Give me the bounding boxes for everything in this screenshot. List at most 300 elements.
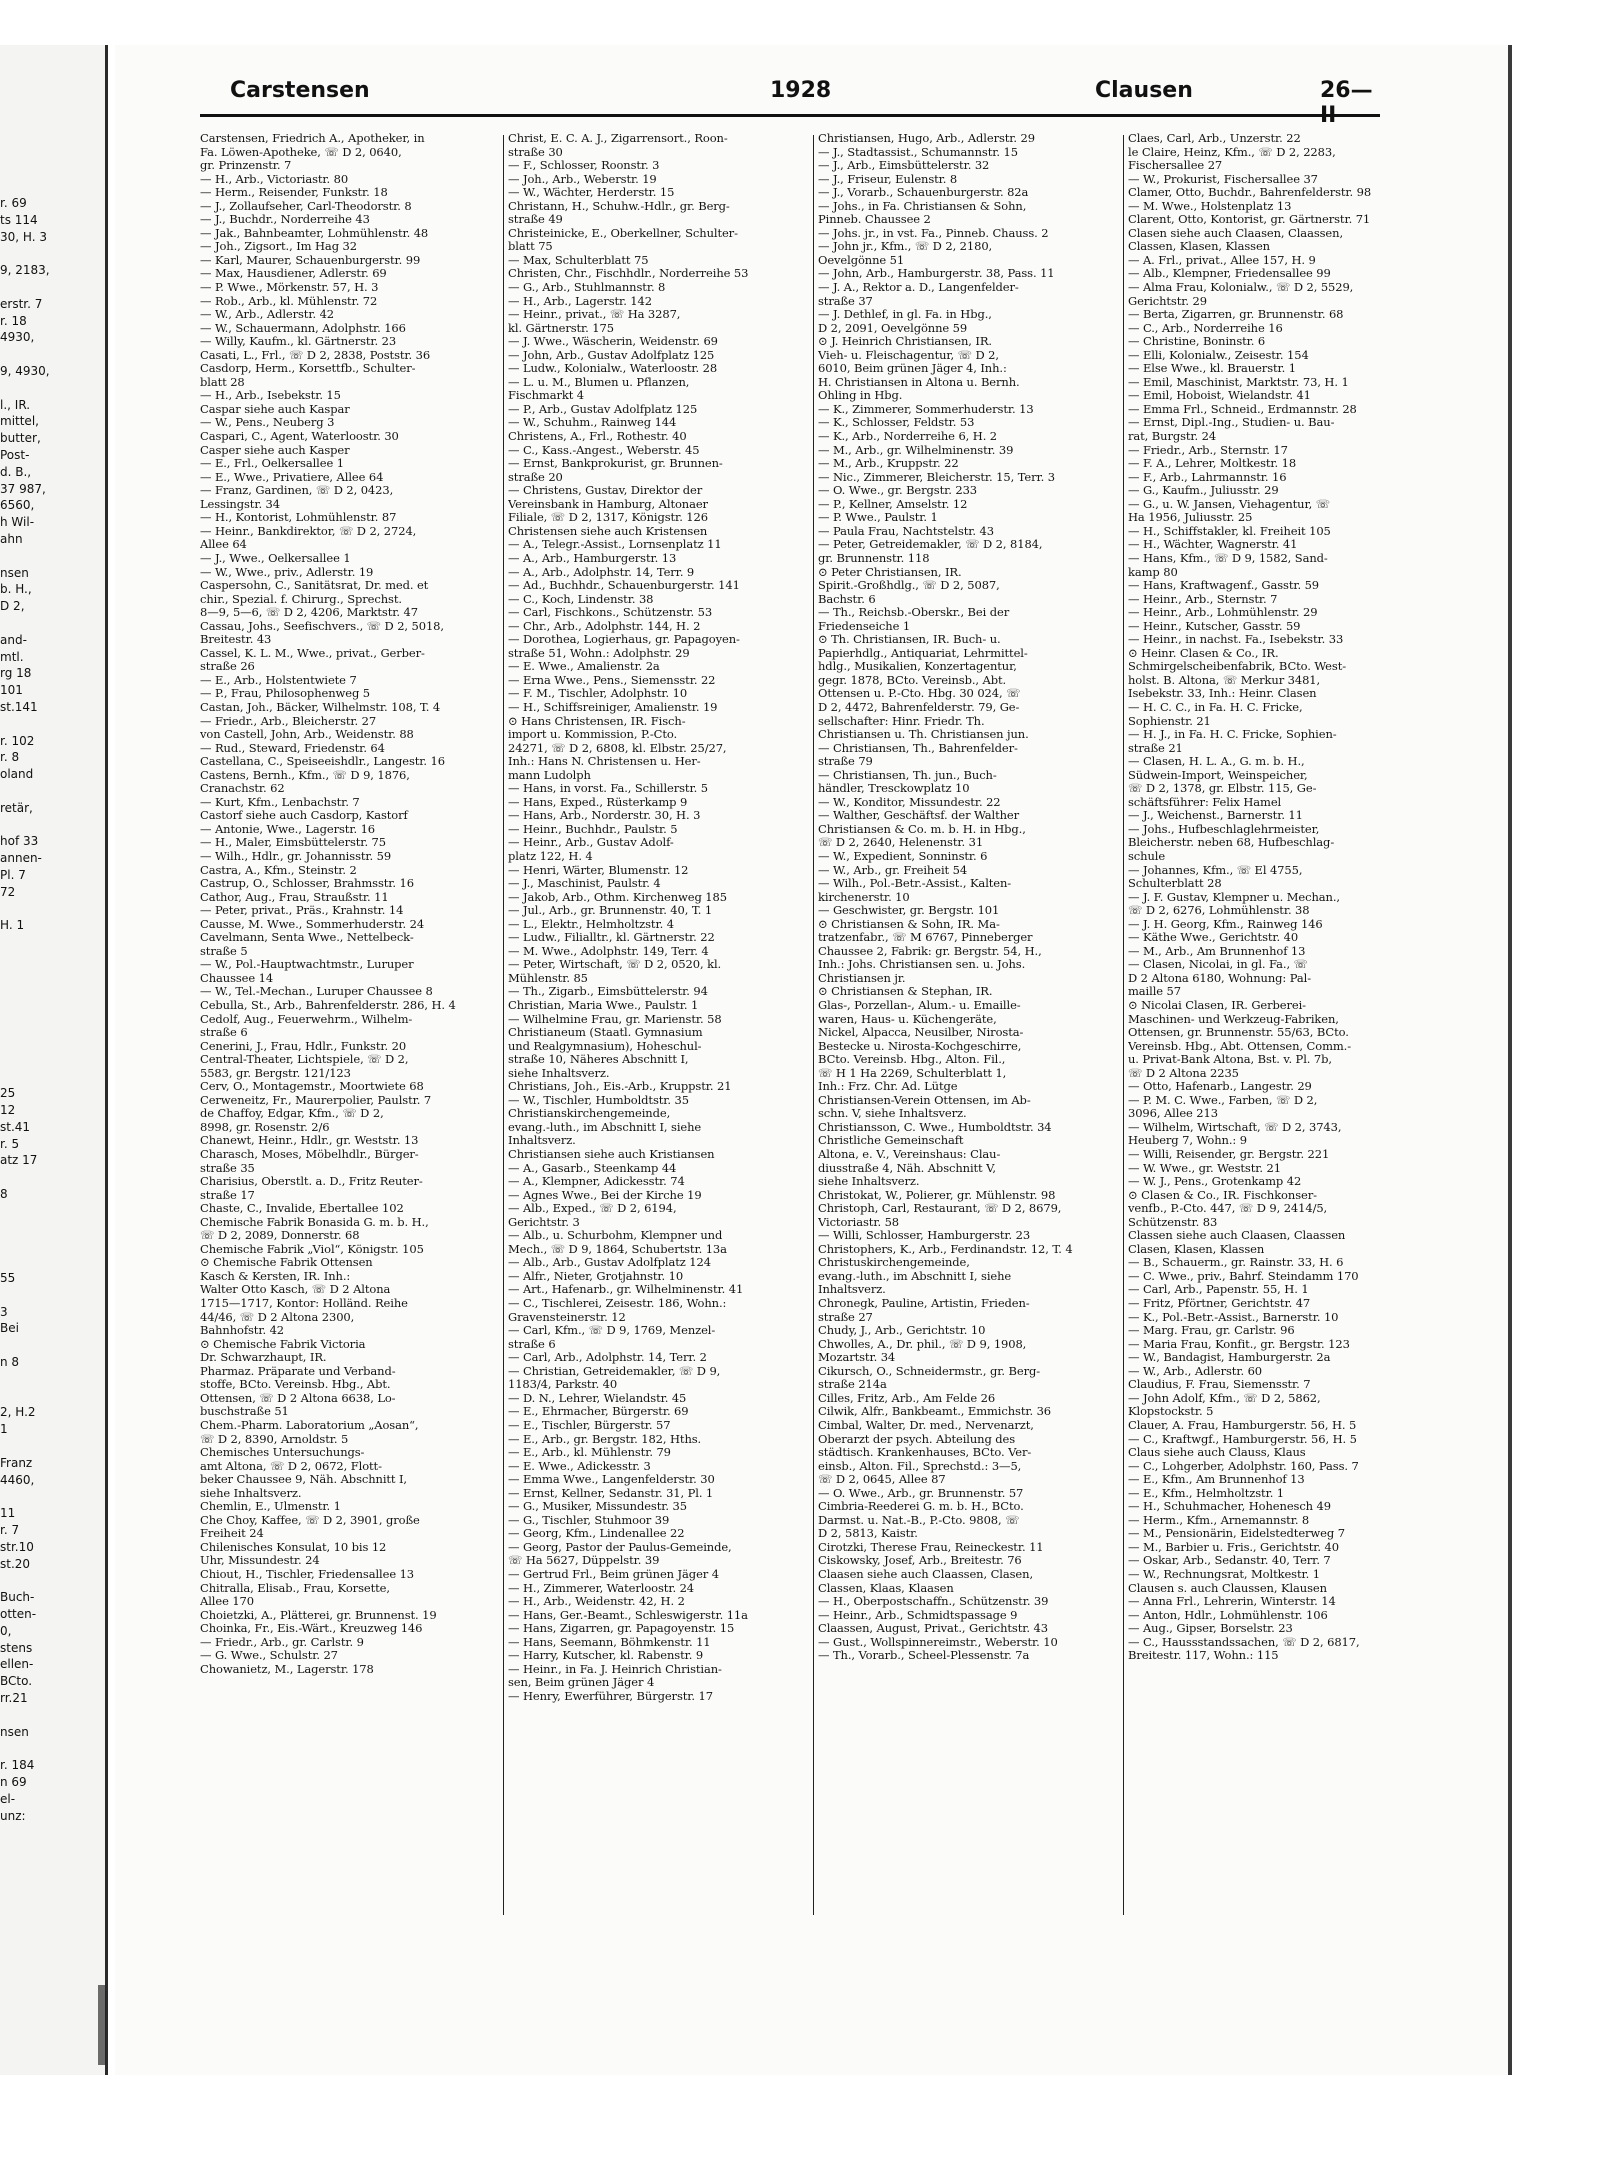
facing-page-fragment: 9, 4930,: [0, 363, 50, 378]
directory-line: — M., Arb., gr. Wilhelminenstr. 39: [818, 443, 1014, 457]
directory-line: — J., Wwe., Oelkersallee 1: [200, 551, 351, 565]
directory-line: ⊙ Christiansen & Sohn, IR. Ma-: [818, 917, 1000, 931]
directory-line: Choinka, Fr., Eis.-Wärt., Kreuzweg 146: [200, 1622, 423, 1636]
facing-page-fragment: BCto.: [0, 1674, 33, 1689]
directory-line: ⊙ Peter Christiansen, IR.: [818, 565, 962, 579]
directory-line: straße 21: [1128, 741, 1183, 755]
directory-line: gegr. 1878, BCto. Vereinsb., Abt.: [818, 673, 1007, 687]
directory-line: — H., Oberpostschaffn., Schützenstr. 39: [818, 1595, 1049, 1609]
directory-line: — Ernst, Bankprokurist, gr. Brunnen-: [508, 457, 723, 471]
directory-line: Friedenseiche 1: [818, 619, 911, 633]
directory-line: — C., Haussstandssachen, ☏ D 2, 6817,: [1128, 1635, 1360, 1649]
facing-page-fragment: r. 18: [0, 313, 27, 328]
directory-line: — Elli, Kolonialw., Zeisestr. 154: [1128, 348, 1309, 362]
facing-page-fragment: 4930,: [0, 330, 35, 345]
directory-line: Chudy, J., Arb., Gerichtstr. 10: [818, 1324, 986, 1338]
directory-line: — Oskar, Arb., Sedanstr. 40, Terr. 7: [1128, 1554, 1331, 1568]
directory-line: — Herm., Kfm., Arnemannstr. 8: [1128, 1513, 1310, 1527]
directory-line: — Christian, Getreidemakler, ☏ D 9,: [508, 1364, 721, 1378]
directory-line: händler, Tresckowplatz 10: [818, 782, 970, 796]
directory-line: maille 57: [1128, 985, 1181, 999]
facing-page-fragment: 4460,: [0, 1472, 35, 1487]
facing-page-fragment: [0, 279, 100, 296]
directory-line: — Heinr., Kutscher, Gasstr. 59: [1128, 619, 1301, 633]
facing-page-fragment: el-: [0, 1791, 16, 1806]
directory-line: blatt 75: [508, 240, 553, 254]
facing-page-fragment: 6560,: [0, 498, 35, 513]
directory-line: — Clasen, Nicolai, in gl. Fa., ☏: [1128, 958, 1308, 972]
directory-line: — Ad., Buchhdr., Schauenburgerstr. 141: [508, 579, 740, 593]
directory-line: Christokat, W., Polierer, gr. Mühlenstr. 98: [818, 1188, 1056, 1202]
directory-line: Chemlin, E., Ulmenstr. 1: [200, 1500, 341, 1514]
directory-line: — Th., Reichsb.-Oberskr., Bei der: [818, 606, 1010, 620]
directory-line: waren, Haus- u. Küchengeräte,: [818, 1012, 997, 1026]
directory-line: — Christine, Boninstr. 6: [1128, 335, 1266, 349]
directory-line: — Hans, Zigarren, gr. Papagoyenstr. 15: [508, 1622, 735, 1636]
directory-line: — P. Wwe., Paulstr. 1: [818, 511, 938, 525]
directory-line: import u. Kommission, P.-Cto.: [508, 728, 678, 742]
directory-line: 6010, Beim grünen Jäger 4, Inh.:: [818, 362, 1007, 376]
directory-line: D 2, 2091, Oevelgönne 59: [818, 321, 968, 335]
facing-page-fragment: [0, 1287, 100, 1304]
directory-line: — K., Zimmerer, Sommerhuderstr. 13: [818, 402, 1034, 416]
directory-line: Clarent, Otto, Kontorist, gr. Gärtnerstr. 71: [1128, 213, 1371, 227]
directory-line: Chemische Fabrik „Viol“, Königstr. 105: [200, 1242, 424, 1256]
directory-line: Schützenstr. 83: [1128, 1215, 1218, 1229]
facing-page-fragment: [0, 1488, 100, 1505]
directory-line: — P., Frau, Philosophenweg 5: [200, 687, 370, 701]
directory-line: Christ, E. C. A. J., Zigarrensort., Roon-: [508, 132, 728, 145]
directory-line: — Hans, Kraftwagenf., Gasstr. 59: [1128, 579, 1320, 593]
directory-line: — Peter, Getreidemakler, ☏ D 2, 8184,: [818, 538, 1043, 552]
directory-line: — M., Arb., Kruppstr. 22: [818, 457, 959, 471]
directory-line: — Ludw., Kolonialw., Waterloostr. 28: [508, 362, 718, 376]
facing-page-fragment: st.41: [0, 1119, 31, 1134]
directory-line: straße 35: [200, 1161, 255, 1175]
directory-line: — H., Arb., Victoriastr. 80: [200, 172, 349, 186]
directory-line: — W. J., Pens., Grotenkamp 42: [1128, 1175, 1302, 1189]
directory-line: ☏ D 2, 0645, Allee 87: [818, 1473, 946, 1487]
facing-page-fragment: r. 184: [0, 1758, 35, 1773]
facing-page-fragment: [0, 1169, 100, 1186]
facing-page-fragment: and-: [0, 632, 27, 647]
directory-line: — J., Weichenst., Barnerstr. 11: [1128, 809, 1303, 823]
directory-line: — Heinr., in nachst. Fa., Isebekstr. 33: [1128, 633, 1344, 647]
directory-line: Inhaltsverz.: [818, 1283, 886, 1297]
facing-page-fragment: nsen: [0, 1724, 29, 1739]
directory-line: kirchenerstr. 10: [818, 890, 910, 904]
directory-line: ☏ D 2, 8390, Arnoldstr. 5: [200, 1432, 349, 1446]
directory-line: Classen, Klaas, Klaasen: [818, 1581, 954, 1595]
directory-line: — Heinr., Bankdirektor, ☏ D 2, 2724,: [200, 524, 417, 538]
directory-line: — J., Vorarb., Schauenburgerstr. 82a: [818, 186, 1029, 200]
directory-line: Bestecke u. Nirosta-Kochgeschirre,: [818, 1039, 1022, 1053]
directory-line: — J. H. Georg, Kfm., Rainweg 146: [1128, 917, 1323, 931]
directory-line: — A., Arb., Hamburgerstr. 13: [508, 551, 677, 565]
directory-line: Sophienstr. 21: [1128, 714, 1211, 728]
directory-line: Fa. Löwen-Apotheke, ☏ D 2, 0640,: [200, 145, 402, 159]
directory-line: — W. Wwe., gr. Weststr. 21: [1128, 1161, 1281, 1175]
directory-line: Central-Theater, Lichtspiele, ☏ D 2,: [200, 1053, 409, 1067]
directory-line: Ottensen, ☏ D 2 Altona 6638, Lo-: [200, 1391, 396, 1405]
facing-page-fragment: [0, 245, 100, 262]
directory-line: — Art., Hafenarb., gr. Wilhelminenstr. 41: [508, 1283, 744, 1297]
directory-line: straße 20: [508, 470, 563, 484]
facing-page-fragment: r. 69: [0, 196, 27, 210]
facing-page-fragment: erstr. 7: [0, 296, 43, 311]
directory-line: Cassel, K. L. M., Wwe., privat., Gerber-: [200, 646, 425, 660]
directory-line: — Emil, Hoboist, Wielandstr. 41: [1128, 389, 1311, 403]
directory-line: — Alb., Klempner, Friedensallee 99: [1128, 267, 1331, 281]
directory-line: — C., Lohgerber, Adolphstr. 160, Pass. 7: [1128, 1459, 1359, 1473]
directory-line: Walter Otto Kasch, ☏ D 2 Altona: [200, 1283, 391, 1297]
directory-line: — Peter, privat., Präs., Krahnstr. 14: [200, 904, 404, 918]
directory-line: — B., Schauerm., gr. Rainstr. 33, H. 6: [1128, 1256, 1344, 1270]
facing-page-fragment: b. H.,: [0, 582, 32, 597]
directory-line: — J., Maschinist, Paulstr. 4: [508, 877, 661, 891]
directory-line: Cimbria-Reederei G. m. b. H., BCto.: [818, 1500, 1024, 1514]
directory-line: — John, Arb., Hamburgerstr. 38, Pass. 11: [818, 267, 1055, 281]
directory-line: Clausen s. auch Claussen, Klausen: [1128, 1581, 1327, 1595]
directory-line: — John Adolf, Kfm., ☏ D 2, 5862,: [1128, 1391, 1321, 1405]
column-1: [200, 132, 498, 1676]
directory-line: Victoriastr. 58: [818, 1215, 899, 1229]
directory-line: — Hans, Seemann, Böhmkenstr. 11: [508, 1635, 711, 1649]
directory-line: — M. Wwe., Adolphstr. 149, Terr. 4: [508, 944, 709, 958]
directory-line: siehe Inhaltsverz.: [200, 1486, 302, 1500]
facing-page-fragment: [0, 1001, 100, 1018]
directory-line: — W., Konditor, Missundestr. 22: [818, 795, 1001, 809]
facing-page-fragment: [0, 984, 100, 1001]
directory-line: u. Privat-Bank Altona, Bst. v. Pl. 7b,: [1128, 1053, 1332, 1067]
facing-page-fragment: st.141: [0, 699, 38, 714]
directory-line: 1183/4, Parkstr. 40: [508, 1378, 618, 1392]
directory-line: Classen siehe auch Claasen, Claassen: [1128, 1229, 1346, 1243]
directory-line: — W., Rechnungsrat, Moltkestr. 1: [1128, 1567, 1320, 1581]
directory-line: — F., Arb., Lahrmannstr. 16: [1128, 470, 1287, 484]
directory-line: Südwein-Import, Weinspeicher,: [1128, 768, 1308, 782]
directory-line: — E., Frl., Oelkersallee 1: [200, 457, 344, 471]
directory-line: 8—9, 5—6, ☏ D 2, 4206, Marktstr. 47: [200, 606, 418, 620]
column-divider: [503, 135, 504, 1915]
directory-line: Ottensen, gr. Brunnenstr. 55/63, BCto.: [1128, 1026, 1349, 1040]
directory-line: — Hans, Exped., Rüsterkamp 9: [508, 795, 688, 809]
facing-page-fragment: [0, 380, 100, 397]
directory-line: holst. B. Altona, ☏ Merkur 3481,: [1128, 673, 1321, 687]
facing-page-fragment: [0, 951, 100, 968]
directory-line: Glas-, Porzellan-, Alum.- u. Emaille-: [818, 999, 1021, 1012]
directory-line: Spirit.-Großhdlg., ☏ D 2, 5087,: [818, 579, 1000, 593]
facing-page-fragment: oland: [0, 767, 34, 782]
facing-page-fragment: [0, 816, 100, 833]
directory-line: Freiheit 24: [200, 1527, 264, 1541]
directory-line: amt Altona, ☏ D 2, 0672, Flott-: [200, 1459, 382, 1473]
directory-line: und Realgymnasium), Hoheschul-: [508, 1039, 702, 1053]
directory-line: — Emma Wwe., Langenfelderstr. 30: [508, 1473, 715, 1487]
directory-line: — F. A., Lehrer, Moltkestr. 18: [1128, 457, 1297, 471]
directory-line: — Ludw., Filialltr., kl. Gärtnerstr. 22: [508, 931, 715, 945]
directory-line: 1715—1717, Kontor: Holländ. Reihe: [200, 1297, 408, 1311]
directory-line: — Anton, Hdlr., Lohmühlenstr. 106: [1128, 1608, 1328, 1622]
right-page-edge: [1508, 45, 1512, 2075]
directory-line: — Rob., Arb., kl. Mühlenstr. 72: [200, 294, 378, 308]
directory-line: — Herm., Reisender, Funkstr. 18: [200, 186, 388, 200]
facing-page-fragment: 1: [0, 1422, 8, 1437]
directory-line: — A., Klempner, Adickesstr. 74: [508, 1175, 685, 1189]
directory-line: Caspersohn, C., Sanitätsrat, Dr. med. et: [200, 579, 429, 593]
directory-line: — Heinr., in Fa. J. Heinrich Christian-: [508, 1662, 722, 1676]
directory-line: Christeinicke, E., Oberkellner, Schulter-: [508, 226, 738, 240]
directory-line: kamp 80: [1128, 565, 1178, 579]
directory-line: — G., Arb., Stuhlmannstr. 8: [508, 281, 666, 295]
directory-line: — Nic., Zimmerer, Bleicherstr. 15, Terr. 3: [818, 470, 1055, 484]
column-divider: [813, 135, 814, 1915]
directory-line: — Heinr., Arb., Lohmühlenstr. 29: [1128, 606, 1318, 620]
directory-line: — W., Wächter, Herderstr. 15: [508, 186, 675, 200]
facing-page-fragment: r. 7: [0, 1522, 20, 1537]
directory-line: Christens, A., Frl., Rothestr. 40: [508, 430, 687, 444]
facing-page-fragment: [0, 1572, 100, 1589]
directory-line: — E., Tischler, Bürgerstr. 57: [508, 1418, 671, 1432]
directory-line: kl. Gärtnerstr. 175: [508, 321, 614, 335]
directory-line: Casati, L., Frl., ☏ D 2, 2838, Poststr. 36: [200, 348, 431, 362]
directory-line: — Walther, Geschäftsf. der Walther: [818, 809, 1020, 823]
directory-line: — H., Kontorist, Lohmühlenstr. 87: [200, 511, 397, 525]
directory-line: städtisch. Krankenhauses, BCto. Ver-: [818, 1446, 1032, 1460]
page-header: [200, 78, 1380, 128]
header-left-keyword: Carstensen: [230, 78, 370, 103]
facing-page-fragment: [0, 1740, 100, 1757]
directory-line: ☏ D 2, 6276, Lohmühlenstr. 38: [1128, 904, 1310, 918]
directory-line: — G. Wwe., Schulstr. 27: [200, 1649, 338, 1663]
facing-page-fragment: 8: [0, 1187, 8, 1202]
facing-page-fragment: 37 987,: [0, 481, 46, 496]
directory-line: — Hans, in vorst. Fa., Schillerstr. 5: [508, 782, 708, 796]
directory-line: Vieh- u. Fleischagentur, ☏ D 2,: [818, 348, 999, 362]
directory-line: Chemische Fabrik Bonasida G. m. b. H.,: [200, 1215, 429, 1229]
facing-page-fragment: [0, 1052, 100, 1069]
directory-line: — Harry, Kutscher, kl. Rabenstr. 9: [508, 1649, 704, 1663]
directory-line: 5583, gr. Bergstr. 121/123: [200, 1066, 351, 1080]
facing-page-fragment: butter,: [0, 431, 41, 446]
directory-line: — J. Dethlef, in gl. Fa. in Hbg.,: [818, 308, 992, 322]
directory-line: Oevelgönne 51: [818, 253, 905, 267]
directory-line: — M. Wwe., Holstenplatz 13: [1128, 199, 1292, 213]
directory-line: — Alb., u. Schurbohm, Klempner und: [508, 1229, 723, 1243]
directory-line: straße 5: [200, 944, 248, 958]
directory-line: Breitestr. 43: [200, 633, 272, 647]
directory-line: — Heinr., Arb., Schmidtspassage 9: [818, 1608, 1018, 1622]
directory-line: Causse, M. Wwe., Sommerhuderstr. 24: [200, 917, 425, 931]
facing-page-fragment: [0, 1203, 100, 1220]
directory-line: Inh.: Frz. Chr. Ad. Lütge: [818, 1080, 958, 1094]
directory-line: — Th., Vorarb., Scheel-Plessenstr. 7a: [818, 1649, 1030, 1663]
directory-line: Charasch, Moses, Möbelhdlr., Bürger-: [200, 1148, 419, 1162]
directory-line: — G., Musiker, Missundestr. 35: [508, 1500, 687, 1514]
directory-line: Chaussee 14: [200, 971, 274, 985]
directory-line: Ottensen u. P.-Cto. Hbg. 30 024, ☏: [818, 687, 1021, 701]
facing-page-fragment: Bei: [0, 1321, 19, 1336]
directory-line: Vereinsb. Hbg., Abt. Ottensen, Comm.-: [1128, 1039, 1352, 1053]
facing-page-fragment: 9, 2183,: [0, 263, 50, 278]
directory-line: D 2, 4472, Bahrenfelderstr. 79, Ge-: [818, 700, 1020, 714]
directory-line: — Christiansen, Th., Bahrenfelder-: [818, 741, 1018, 755]
directory-line: — Willi, Schlosser, Hamburgerstr. 23: [818, 1229, 1031, 1243]
directory-line: — C. Wwe., priv., Bahrf. Steindamm 170: [1128, 1269, 1359, 1283]
facing-page-fragment: [0, 934, 100, 951]
directory-line: Allee 170: [200, 1595, 254, 1609]
facing-page-fragment: stens: [0, 1640, 33, 1655]
directory-line: ⊙ Th. Christiansen, IR. Buch- u.: [818, 633, 1001, 647]
directory-line: straße 27: [818, 1310, 873, 1324]
directory-line: — A., Gasarb., Steenkamp 44: [508, 1161, 677, 1175]
directory-line: — J., Stadtassist., Schumannstr. 15: [818, 145, 1018, 159]
directory-line: — J., Zollaufseher, Carl-Theodorstr. 8: [200, 199, 412, 213]
directory-line: straße 49: [508, 213, 563, 227]
facing-page-fragment: n 8: [0, 1354, 20, 1369]
directory-line: — Kurt, Kfm., Lenbachstr. 7: [200, 795, 360, 809]
facing-page-fragment: unz:: [0, 1808, 26, 1823]
directory-line: Altona, e. V., Vereinshaus: Clau-: [818, 1148, 1001, 1162]
directory-line: — Wilh., Pol.-Betr.-Assist., Kalten-: [818, 877, 1012, 891]
directory-line: schäftsführer: Felix Hamel: [1128, 795, 1282, 809]
header-year: 1928: [770, 78, 832, 103]
directory-line: le Claire, Heinz, Kfm., ☏ D 2, 2283,: [1128, 145, 1336, 159]
facing-page-fragment: [0, 1018, 100, 1035]
facing-page-fragment: hof 33: [0, 834, 39, 849]
directory-line: Bahnhofstr. 42: [200, 1324, 285, 1338]
directory-line: einsb., Alton. Fil., Sprechstd.: 3—5,: [818, 1459, 1022, 1473]
directory-line: — John jr., Kfm., ☏ D 2, 2180,: [818, 240, 993, 254]
directory-line: Che Choy, Kaffee, ☏ D 2, 3901, große: [200, 1513, 420, 1527]
directory-line: — J. F. Gustav, Klempner u. Mechan.,: [1128, 890, 1340, 904]
directory-line: buschstraße 51: [200, 1405, 289, 1419]
directory-line: Christianeum (Staatl. Gymnasium: [508, 1026, 703, 1040]
directory-line: Mühlenstr. 85: [508, 971, 588, 985]
directory-line: — O. Wwe., gr. Bergstr. 233: [818, 484, 977, 498]
directory-line: Inh.: Hans N. Christensen u. Her-: [508, 755, 701, 769]
facing-page-fragment: mittel,: [0, 414, 39, 429]
directory-line: — W., Schuhm., Rainweg 144: [508, 416, 677, 430]
directory-line: — Alfr., Nieter, Grotjahnstr. 10: [508, 1269, 684, 1283]
directory-line: Cebulla, St., Arb., Bahrenfelderstr. 286, H. 4: [200, 999, 456, 1012]
directory-line: Chemisches Untersuchungs-: [200, 1446, 365, 1460]
directory-line: — C., Tischlerei, Zeisestr. 186, Wohn.:: [508, 1297, 727, 1311]
directory-line: — W., Prokurist, Fischersallee 37: [1128, 172, 1318, 186]
directory-line: Christann, H., Schuhw.-Hdlr., gr. Berg-: [508, 199, 730, 213]
directory-line: — Henri, Wärter, Blumenstr. 12: [508, 863, 689, 877]
directory-line: Cimbal, Walter, Dr. med., Nervenarzt,: [818, 1418, 1034, 1432]
facing-page-fragment: l., IR.: [0, 397, 31, 412]
directory-line: mann Ludolph: [508, 768, 591, 782]
directory-line: ☏ H 1 Ha 2269, Schulterblatt 1,: [818, 1066, 1007, 1080]
directory-line: straße 26: [200, 660, 255, 674]
facing-page-fragment: r. 8: [0, 750, 20, 765]
directory-line: Cerweneitz, Fr., Maurerpolier, Paulstr. 7: [200, 1093, 432, 1107]
directory-line: 8998, gr. Rosenstr. 2/6: [200, 1120, 330, 1134]
facing-page-fragment: otten-: [0, 1606, 37, 1621]
directory-line: Chronegk, Pauline, Artistin, Frieden-: [818, 1297, 1030, 1311]
facing-page-fragment: ellen-: [0, 1657, 34, 1672]
directory-line: ⊙ Chemische Fabrik Ottensen: [200, 1256, 373, 1270]
facing-page-fragment: annen-: [0, 851, 42, 866]
directory-line: — Alb., Exped., ☏ D 2, 6194,: [508, 1202, 677, 1216]
directory-line: — Agnes Wwe., Bei der Kirche 19: [508, 1188, 702, 1202]
directory-line: gr. Brunnenstr. 118: [818, 551, 930, 565]
directory-line: — H., Arb., Isebekstr. 15: [200, 389, 341, 403]
directory-line: — W., Tischler, Humboldtstr. 35: [508, 1093, 689, 1107]
directory-line: beker Chaussee 9, Näh. Abschnitt I,: [200, 1473, 407, 1487]
directory-line: — K., Schlosser, Feldstr. 53: [818, 416, 975, 430]
directory-line: — Carl, Kfm., ☏ D 9, 1769, Menzel-: [508, 1324, 716, 1338]
directory-line: Fischersallee 27: [1128, 159, 1223, 173]
directory-line: ☏ D 2, 2640, Helenenstr. 31: [818, 836, 984, 850]
directory-line: Dr. Schwarzhaupt, IR.: [200, 1351, 327, 1365]
directory-line: — Willy, Kaufm., kl. Gärtnerstr. 23: [200, 335, 397, 349]
directory-line: schn. V, siehe Inhaltsverz.: [818, 1107, 967, 1121]
directory-line: — G., Tischler, Stuhmoor 39: [508, 1513, 670, 1527]
column-4: [1128, 132, 1413, 1663]
directory-line: Christians, Joh., Eis.-Arb., Kruppstr. 21: [508, 1080, 732, 1094]
directory-line: Chem.-Pharm. Laboratorium „Aosan“,: [200, 1418, 419, 1432]
facing-page-fragment: str.10: [0, 1539, 34, 1554]
facing-page-fragment: st.20: [0, 1556, 31, 1571]
directory-line: Nickel, Alpacca, Neusilber, Nirosta-: [818, 1026, 1024, 1040]
directory-line: Christiansen siehe auch Kristiansen: [508, 1148, 715, 1162]
directory-line: — H., Arb., Lagerstr. 142: [508, 294, 652, 308]
directory-line: — W., Arb., gr. Freiheit 54: [818, 863, 968, 877]
directory-line: — Käthe Wwe., Gerichtstr. 40: [1128, 931, 1299, 945]
directory-line: ⊙ Christiansen & Stephan, IR.: [818, 985, 993, 999]
directory-line: — E., Arb., Holstentwiete 7: [200, 673, 357, 687]
directory-line: Caspar siehe auch Kaspar: [200, 402, 350, 416]
directory-line: — Marg. Frau, gr. Carlstr. 96: [1128, 1324, 1295, 1338]
directory-line: Castra, A., Kfm., Steinstr. 2: [200, 863, 357, 877]
facing-page-fragment: [0, 346, 100, 363]
facing-page-fragment: [0, 1438, 100, 1455]
directory-line: — H. J., in Fa. H. C. Fricke, Sophien-: [1128, 728, 1337, 742]
directory-line: Chowanietz, M., Lagerstr. 178: [200, 1662, 374, 1676]
directory-line: — M., Barbier u. Fris., Gerichtstr. 40: [1128, 1540, 1339, 1554]
facing-page-fragment: [0, 1035, 100, 1052]
directory-line: Caspari, C., Agent, Waterloostr. 30: [200, 430, 399, 444]
facing-page-fragment: H. 1: [0, 918, 25, 933]
directory-line: sellschafter: Hinr. Friedr. Th.: [818, 714, 985, 728]
directory-line: Christen, Chr., Fischhdlr., Norderreihe 53: [508, 267, 749, 281]
directory-line: — Max, Hausdiener, Adlerstr. 69: [200, 267, 387, 281]
directory-line: Claassen, August, Privat., Gerichtstr. 43: [818, 1622, 1048, 1636]
directory-line: ⊙ Nicolai Clasen, IR. Gerberei-: [1128, 999, 1306, 1012]
facing-page-fragment: nsen: [0, 565, 29, 580]
directory-line: — Jak., Bahnbeamter, Lohmühlenstr. 48: [200, 226, 429, 240]
directory-line: ⊙ Clasen & Co., IR. Fischkonser-: [1128, 1188, 1317, 1202]
directory-line: — W., Pens., Neuberg 3: [200, 416, 335, 430]
directory-line: Cassau, Johs., Seefischvers., ☏ D 2, 5018,: [200, 619, 444, 633]
directory-line: — H., Schuhmacher, Hohenesch 49: [1128, 1500, 1331, 1514]
directory-line: — W., Arb., Adlerstr. 42: [200, 308, 335, 322]
directory-line: ☏ D 2, 1378, gr. Elbstr. 115, Ge-: [1128, 782, 1317, 796]
facing-page-fragment: [0, 900, 100, 917]
directory-line: — Else Wwe., kl. Brauerstr. 1: [1128, 362, 1296, 376]
directory-line: — Alb., Arb., Gustav Adolfplatz 124: [508, 1256, 711, 1270]
directory-line: — E. Wwe., Amalienstr. 2a: [508, 660, 660, 674]
directory-line: — Clasen, H. L. A., G. m. b. H.,: [1128, 755, 1305, 769]
directory-line: Chaste, C., Invalide, Ebertallee 102: [200, 1202, 404, 1216]
facing-page-fragment: r. 102: [0, 733, 35, 748]
directory-line: — E., Kfm., Helmholtzstr. 1: [1128, 1486, 1285, 1500]
directory-line: Claasen siehe auch Claassen, Clasen,: [818, 1567, 1033, 1581]
directory-line: stoffe, BCto. Vereinsb. Hbg., Abt.: [200, 1378, 391, 1392]
